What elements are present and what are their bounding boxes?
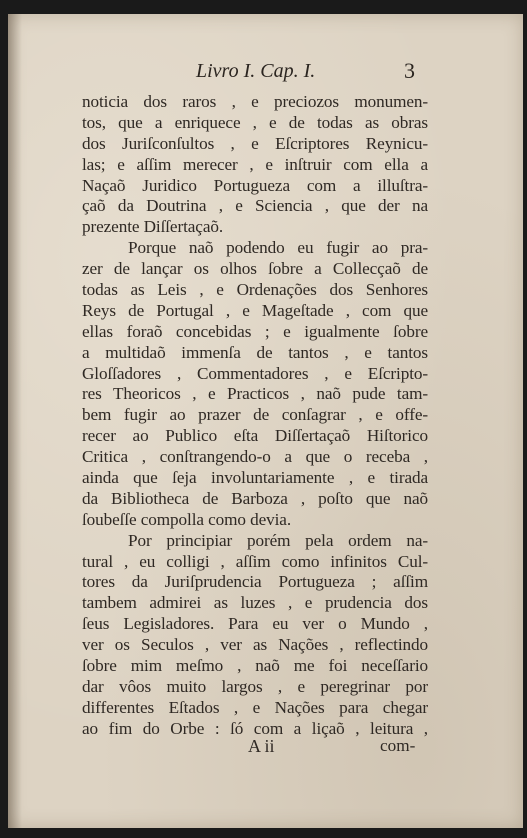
- page-gutter-shadow: [8, 14, 22, 828]
- text-line: Reys de Portugal , e Mageſtade , com que: [82, 300, 428, 320]
- text-line-paragraph-start: Porque naõ podendo eu fugir ao pra-: [128, 238, 428, 258]
- text-line: tural , eu colligi , aſſim como infinitos Cul-: [82, 551, 428, 571]
- text-line: ellas foraõ concebidas ; e igualmente ſobre: [82, 321, 428, 341]
- running-head: Livro I. Cap. I.: [196, 60, 316, 82]
- text-line: noticia dos raros , e preciozos monumen-: [82, 92, 428, 111]
- text-line: bem fugir ao prazer de conſagrar , e offe-: [82, 405, 428, 425]
- text-line: recer ao Publico eſta Diſſertaçaõ Hiſtorico: [82, 426, 428, 446]
- text-line: Naçaõ Juridico Portugueza com a illuſtra-: [82, 175, 428, 195]
- text-line: da Bibliotheca de Barboza , poſto que naõ: [82, 488, 428, 508]
- text-line: ſobre mim meſmo , naõ me foi neceſſario: [82, 656, 428, 676]
- text-line: tos, que a enriquece , e de todas as obras: [82, 112, 428, 132]
- body-text: [82, 92, 428, 740]
- text-line: Critica , conſtrangendo-o a que o receba ,: [82, 447, 428, 467]
- text-line: zer de lançar os olhos ſobre a Collecçaõ de: [82, 259, 428, 279]
- page-footer: [0, 736, 527, 762]
- text-line: las; e aſſim merecer , e inſtruir com ella a: [82, 154, 428, 174]
- text-line: differentes Eſtados , e Nações para chegar: [82, 697, 428, 717]
- text-line: dar vôos muito largos , e peregrinar por: [82, 676, 428, 696]
- text-line: tores da Juriſprudencia Portugueza ; aſſim: [82, 572, 428, 592]
- page-number: 3: [404, 58, 415, 83]
- text-line: ao fim do Orbe : ſó com a liçaõ , leitura ,: [82, 718, 428, 738]
- signature-mark: A ii: [248, 736, 275, 756]
- text-line: çaõ da Doutrina , e Sciencia , que der na: [82, 196, 428, 216]
- text-line: dos Juriſconſultos , e Eſcriptores Reynicu-: [82, 133, 428, 153]
- page-header: [0, 60, 527, 90]
- text-line: tambem admirei as luzes , e prudencia dos: [82, 593, 428, 613]
- text-line: todas as Leis , e Ordenações dos Senhores: [82, 280, 428, 300]
- text-line-paragraph-start: Por principiar porém pela ordem na-: [128, 530, 428, 550]
- text-line: a multidaõ immenſa de tantos , e tantos: [82, 342, 428, 362]
- text-line: ver os Seculos , ver as Nações , reflectindo: [82, 635, 428, 655]
- text-line: ainda que ſeja involuntariamente , e tirada: [82, 468, 428, 488]
- text-line-paragraph-end: prezente Diſſertaçaõ.: [82, 217, 224, 237]
- text-line: Gloſſadores , Commentadores , e Eſcripto-: [82, 363, 428, 383]
- text-line-paragraph-end: ſoubeſſe compolla como devia.: [82, 509, 292, 529]
- text-line: res Theoricos , e Practicos , naõ pude tam-: [82, 384, 428, 404]
- catchword: com-: [380, 736, 416, 755]
- text-line: ſeus Legisladores. Para eu ver o Mundo ,: [82, 614, 428, 634]
